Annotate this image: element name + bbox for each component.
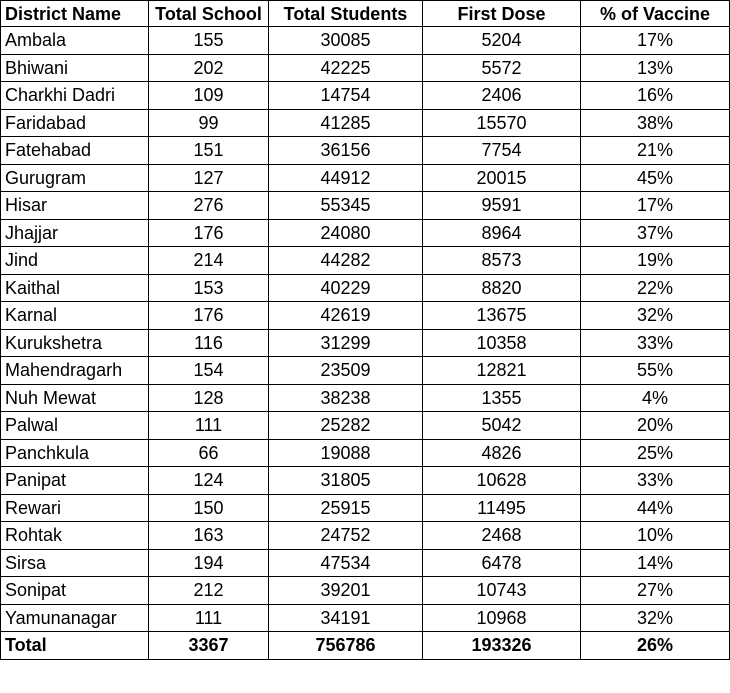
table-row bbox=[1, 494, 730, 522]
percent-vaccine-cell: 22% bbox=[581, 274, 730, 302]
total-students-cell: 25915 bbox=[269, 494, 423, 522]
first-dose-cell: 10628 bbox=[423, 467, 581, 495]
total-students-cell: 44912 bbox=[269, 164, 423, 192]
first-dose-cell: 8820 bbox=[423, 274, 581, 302]
total-students-cell: 38238 bbox=[269, 384, 423, 412]
district-name-cell: Nuh Mewat bbox=[1, 384, 149, 412]
first-dose-cell: 8964 bbox=[423, 219, 581, 247]
district-name-cell: Charkhi Dadri bbox=[1, 82, 149, 110]
header-first-dose: First Dose bbox=[423, 1, 581, 27]
table-row bbox=[1, 329, 730, 357]
first-dose-cell: 10358 bbox=[423, 329, 581, 357]
district-name-cell: Panchkula bbox=[1, 439, 149, 467]
table-row bbox=[1, 384, 730, 412]
district-name-cell: Panipat bbox=[1, 467, 149, 495]
total-students-cell: 31299 bbox=[269, 329, 423, 357]
percent-vaccine-cell: 33% bbox=[581, 329, 730, 357]
district-name-cell: Rewari bbox=[1, 494, 149, 522]
table-row bbox=[1, 82, 730, 110]
percent-vaccine-cell: 4% bbox=[581, 384, 730, 412]
percent-vaccine-cell: 17% bbox=[581, 192, 730, 220]
total-students-cell: 25282 bbox=[269, 412, 423, 440]
first-dose-cell: 13675 bbox=[423, 302, 581, 330]
total-students-cell: 31805 bbox=[269, 467, 423, 495]
district-name-cell: Total bbox=[1, 632, 149, 660]
total-school-cell: 276 bbox=[149, 192, 269, 220]
district-name-cell: Kurukshetra bbox=[1, 329, 149, 357]
percent-vaccine-cell: 37% bbox=[581, 219, 730, 247]
total-school-cell: 66 bbox=[149, 439, 269, 467]
total-school-cell: 176 bbox=[149, 302, 269, 330]
percent-vaccine-cell: 16% bbox=[581, 82, 730, 110]
first-dose-cell: 5204 bbox=[423, 27, 581, 55]
table-row bbox=[1, 274, 730, 302]
total-school-cell: 154 bbox=[149, 357, 269, 385]
table-body bbox=[1, 27, 730, 660]
table-row bbox=[1, 164, 730, 192]
district-name-cell: Jind bbox=[1, 247, 149, 275]
total-school-cell: 111 bbox=[149, 412, 269, 440]
percent-vaccine-cell: 44% bbox=[581, 494, 730, 522]
total-students-cell: 756786 bbox=[269, 632, 423, 660]
district-name-cell: Palwal bbox=[1, 412, 149, 440]
total-students-cell: 39201 bbox=[269, 577, 423, 605]
total-school-cell: 214 bbox=[149, 247, 269, 275]
table-row bbox=[1, 302, 730, 330]
district-name-cell: Fatehabad bbox=[1, 137, 149, 165]
percent-vaccine-cell: 55% bbox=[581, 357, 730, 385]
first-dose-cell: 5572 bbox=[423, 54, 581, 82]
percent-vaccine-cell: 13% bbox=[581, 54, 730, 82]
percent-vaccine-cell: 17% bbox=[581, 27, 730, 55]
first-dose-cell: 15570 bbox=[423, 109, 581, 137]
district-name-cell: Sonipat bbox=[1, 577, 149, 605]
total-school-cell: 153 bbox=[149, 274, 269, 302]
total-students-cell: 34191 bbox=[269, 604, 423, 632]
total-school-cell: 124 bbox=[149, 467, 269, 495]
total-students-cell: 36156 bbox=[269, 137, 423, 165]
table-row bbox=[1, 357, 730, 385]
total-students-cell: 19088 bbox=[269, 439, 423, 467]
total-school-cell: 111 bbox=[149, 604, 269, 632]
table-row bbox=[1, 109, 730, 137]
percent-vaccine-cell: 27% bbox=[581, 577, 730, 605]
total-students-cell: 30085 bbox=[269, 27, 423, 55]
table-row bbox=[1, 467, 730, 495]
district-name-cell: Jhajjar bbox=[1, 219, 149, 247]
percent-vaccine-cell: 26% bbox=[581, 632, 730, 660]
total-students-cell: 47534 bbox=[269, 549, 423, 577]
first-dose-cell: 1355 bbox=[423, 384, 581, 412]
total-school-cell: 176 bbox=[149, 219, 269, 247]
percent-vaccine-cell: 21% bbox=[581, 137, 730, 165]
total-students-cell: 40229 bbox=[269, 274, 423, 302]
header-district-name: District Name bbox=[1, 1, 149, 27]
district-name-cell: Karnal bbox=[1, 302, 149, 330]
header-total-school: Total School bbox=[149, 1, 269, 27]
total-students-cell: 24080 bbox=[269, 219, 423, 247]
header-row bbox=[1, 1, 730, 27]
total-students-cell: 42619 bbox=[269, 302, 423, 330]
total-school-cell: 194 bbox=[149, 549, 269, 577]
header-percent-vaccine: % of Vaccine bbox=[581, 1, 730, 27]
table-row bbox=[1, 604, 730, 632]
first-dose-cell: 5042 bbox=[423, 412, 581, 440]
table-row bbox=[1, 412, 730, 440]
district-name-cell: Hisar bbox=[1, 192, 149, 220]
table-row bbox=[1, 219, 730, 247]
district-name-cell: Rohtak bbox=[1, 522, 149, 550]
table-row bbox=[1, 522, 730, 550]
total-row bbox=[1, 632, 730, 660]
total-school-cell: 212 bbox=[149, 577, 269, 605]
total-school-cell: 116 bbox=[149, 329, 269, 357]
table-row bbox=[1, 247, 730, 275]
total-students-cell: 42225 bbox=[269, 54, 423, 82]
first-dose-cell: 20015 bbox=[423, 164, 581, 192]
table-row bbox=[1, 439, 730, 467]
total-school-cell: 151 bbox=[149, 137, 269, 165]
total-students-cell: 14754 bbox=[269, 82, 423, 110]
first-dose-cell: 10743 bbox=[423, 577, 581, 605]
percent-vaccine-cell: 14% bbox=[581, 549, 730, 577]
first-dose-cell: 2468 bbox=[423, 522, 581, 550]
total-school-cell: 3367 bbox=[149, 632, 269, 660]
first-dose-cell: 2406 bbox=[423, 82, 581, 110]
table-row bbox=[1, 54, 730, 82]
percent-vaccine-cell: 38% bbox=[581, 109, 730, 137]
total-school-cell: 99 bbox=[149, 109, 269, 137]
percent-vaccine-cell: 33% bbox=[581, 467, 730, 495]
total-school-cell: 202 bbox=[149, 54, 269, 82]
first-dose-cell: 11495 bbox=[423, 494, 581, 522]
percent-vaccine-cell: 10% bbox=[581, 522, 730, 550]
total-students-cell: 41285 bbox=[269, 109, 423, 137]
total-school-cell: 109 bbox=[149, 82, 269, 110]
table-row bbox=[1, 192, 730, 220]
district-name-cell: Ambala bbox=[1, 27, 149, 55]
total-school-cell: 155 bbox=[149, 27, 269, 55]
first-dose-cell: 6478 bbox=[423, 549, 581, 577]
total-students-cell: 23509 bbox=[269, 357, 423, 385]
header-total-students: Total Students bbox=[269, 1, 423, 27]
first-dose-cell: 7754 bbox=[423, 137, 581, 165]
percent-vaccine-cell: 20% bbox=[581, 412, 730, 440]
first-dose-cell: 193326 bbox=[423, 632, 581, 660]
percent-vaccine-cell: 32% bbox=[581, 604, 730, 632]
first-dose-cell: 9591 bbox=[423, 192, 581, 220]
total-students-cell: 44282 bbox=[269, 247, 423, 275]
table-row bbox=[1, 137, 730, 165]
total-school-cell: 150 bbox=[149, 494, 269, 522]
first-dose-cell: 10968 bbox=[423, 604, 581, 632]
district-name-cell: Gurugram bbox=[1, 164, 149, 192]
percent-vaccine-cell: 25% bbox=[581, 439, 730, 467]
total-students-cell: 55345 bbox=[269, 192, 423, 220]
district-name-cell: Kaithal bbox=[1, 274, 149, 302]
district-name-cell: Sirsa bbox=[1, 549, 149, 577]
table-row bbox=[1, 549, 730, 577]
first-dose-cell: 12821 bbox=[423, 357, 581, 385]
first-dose-cell: 8573 bbox=[423, 247, 581, 275]
total-school-cell: 127 bbox=[149, 164, 269, 192]
percent-vaccine-cell: 45% bbox=[581, 164, 730, 192]
percent-vaccine-cell: 32% bbox=[581, 302, 730, 330]
total-students-cell: 24752 bbox=[269, 522, 423, 550]
table-row bbox=[1, 27, 730, 55]
district-name-cell: Faridabad bbox=[1, 109, 149, 137]
district-name-cell: Bhiwani bbox=[1, 54, 149, 82]
first-dose-cell: 4826 bbox=[423, 439, 581, 467]
total-school-cell: 128 bbox=[149, 384, 269, 412]
district-name-cell: Yamunanagar bbox=[1, 604, 149, 632]
district-name-cell: Mahendragarh bbox=[1, 357, 149, 385]
total-school-cell: 163 bbox=[149, 522, 269, 550]
table-row bbox=[1, 577, 730, 605]
percent-vaccine-cell: 19% bbox=[581, 247, 730, 275]
